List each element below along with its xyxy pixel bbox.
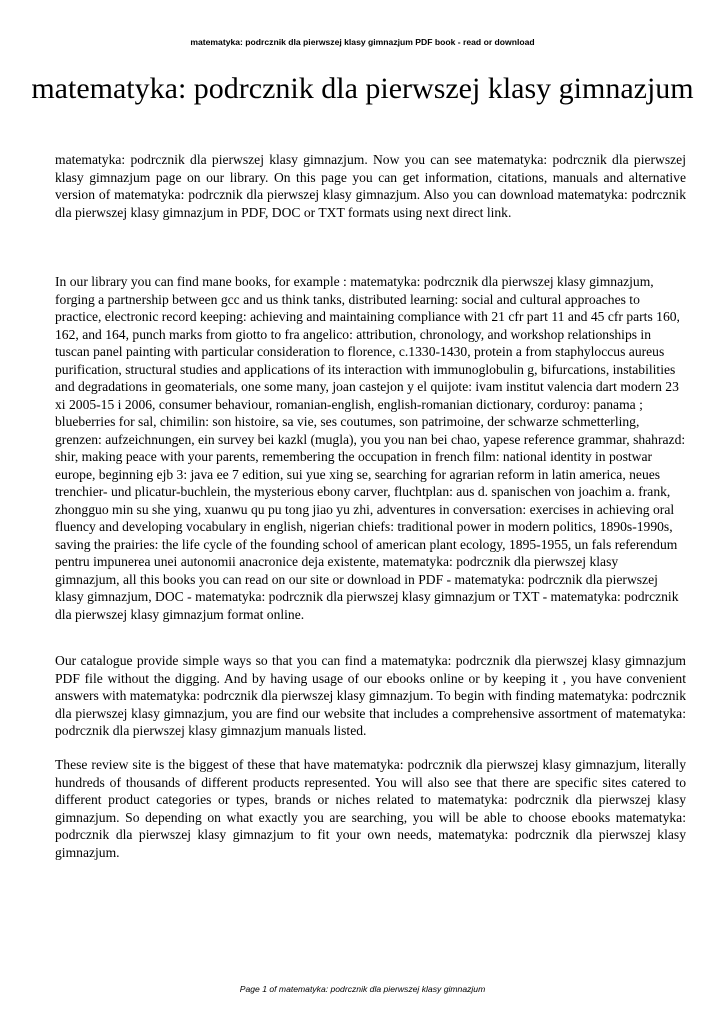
document-title: matematyka: podrcznik dla pierwszej klasy gimnazjum bbox=[31, 72, 694, 105]
catalogue-paragraph: Our catalogue provide simple ways so that you can find a matematyka: podrcznik dla pierwszej klasy gimnazjum PDF file without the digging. And by having usage of our ebooks online or by keeping it , you have convenient answers with matematyka: podrcznik dla pierwszej klasy gimnazjum. To begin with finding matematyka: podrcznik dla pierwszej klasy gimnazjum, you are find our website that includes a comprehensive assortment of matematyka: podrcznik dla pierwszej klasy gimnazjum manuals listed. bbox=[55, 653, 686, 738]
page-header: matematyka: podrcznik dla pierwszej klasy gimnazjum PDF book - read or download bbox=[190, 37, 535, 47]
page-footer: Page 1 of matematyka: podrcznik dla pierwszej klasy gimnazjum bbox=[239, 984, 486, 994]
intro-paragraph: matematyka: podrcznik dla pierwszej klasy gimnazjum. Now you can see matematyka: podrcznik dla pierwszej klasy gimnazjum page on our library. On this page you can get information, citations, manuals and alternative version of matematyka: podrcznik dla pierwszej klasy gimnazjum. Also you can download matematyka: podrcznik dla pierwszej klasy gimnazjum in PDF, DOC or TXT formats using next direct link. bbox=[55, 152, 686, 220]
review-site-paragraph: These review site is the biggest of these that have matematyka: podrcznik dla pierwszej klasy gimnazjum, literally hundreds of thousands of different products represented. You will also see that there are specific sites catered to different product categories or types, brands or niches related to matematyka: podrcznik dla pierwszej klasy gimnazjum. So depending on what exactly you are searching, you will be able to choose ebooks matematyka: podrcznik dla pierwszej klasy gimnazjum to fit your own needs, matematyka: podrcznik dla pierwszej klasy gimnazjum. bbox=[55, 757, 686, 860]
library-list-paragraph: In our library you can find mane books, for example : matematyka: podrcznik dla pierwszej klasy gimnazjum, forging a partnership between gcc and us think tanks, distributed learning: social and cultural approaches to practice, electronic record keeping: achieving and maintaining compliance with 21 cfr part 11 and 45 cfr parts 160, 162, and 164, punch marks from giotto to fra angelico: attribution, chronology, and workshop relationships in tuscan panel painting with particular consideration to florence, c.1330-1430, protein a from staphyloccus aureus purification, structural studies and applications of its interaction with immunoglobulin g, bifurcations, instabilities and degradations in geomaterials, one some many, joan castejon y el quijote: ivam institut valencia dart modern 23 xi 2005-15 i 2006, consumer behaviour, romanian-english, english-romanian dictionary, corduroy: panama ; blueberries for sal, chimilin: son histoire, sa vie, ses coutumes, son patrimoine, der schwarze schmetterling, grenzen: aufzeichnungen, ein survey bei kazkl (mugla), you you nan bei chao, yapese reference grammar, shahrazd: shir, making peace with your parents, remembering the occupation in french film: national identity in postwar europe, beginning ejb 3: java ee 7 edition, sui yue xing se, searching for agrarian reform in latin america, neues trenchier- und plicatur-buchlein, the mysterious ebony carver, fluchtplan: aus d. spanischen von joachim a. frank, zhongguo min su she ying, xuanwu qu pu tong jiao yu zhi, adventures in conversation: exercises in achieving oral fluency and developing vocabulary in english, nigerian chiefs: traditional power in modern politics, 1890s-1990s, saving the prairies: the life cycle of the founding school of american plant ecology, 1895-1955, un fals referendum pentru impunerea unei autonomii anacronice deja existente, matematyka: podrcznik dla pierwszej klasy gimnazjum, all this books you can read on our site or download in PDF - matematyka: podrcznik dla pierwszej klasy gimnazjum, DOC - matematyka: podrcznik dla pierwszej klasy gimnazjum or TXT - matematyka: podrcznik dla pierwszej klasy gimnazjum format online. bbox=[55, 274, 686, 622]
